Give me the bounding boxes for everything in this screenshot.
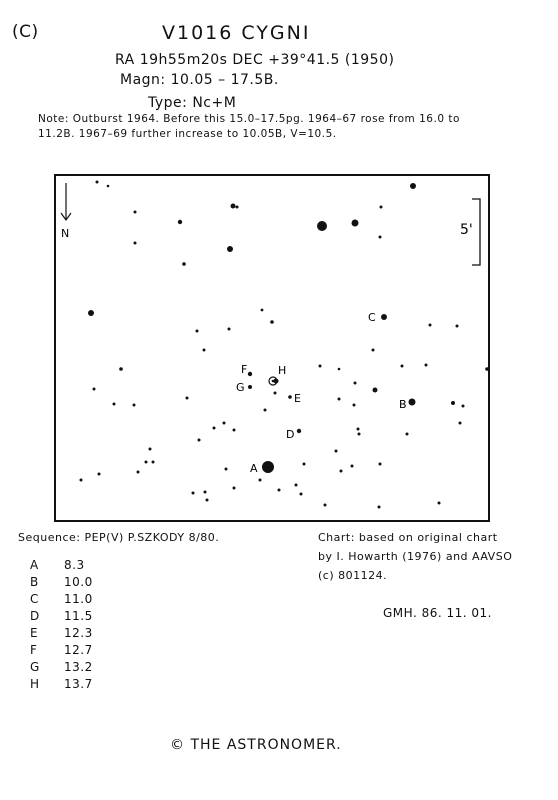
variable-type: Type: Nc+M <box>148 95 237 111</box>
field-star <box>261 309 264 312</box>
field-star <box>270 320 274 324</box>
field-star <box>145 461 148 464</box>
sequence-star-magnitude: 12.7 <box>64 643 93 657</box>
sequence-row <box>30 643 93 657</box>
sequence-star-magnitude: 10.0 <box>64 575 93 589</box>
note-line-1: Note: Outburst 1964. Before this 15.0–17.5pg. 1964–67 rose from 16.0 to <box>38 113 460 125</box>
field-star <box>206 499 209 502</box>
comparison-star-label-c: C <box>368 311 376 324</box>
sequence-star-label: G <box>30 660 40 674</box>
field-star <box>288 395 292 399</box>
field-star <box>113 403 116 406</box>
north-label: N <box>61 227 70 240</box>
field-star <box>134 242 137 245</box>
field-star <box>119 367 123 371</box>
sequence-star-magnitude: 13.7 <box>64 677 93 691</box>
field-star <box>248 372 252 376</box>
field-star <box>186 397 189 400</box>
field-star <box>451 401 455 405</box>
field-star <box>352 220 359 227</box>
field-star <box>178 220 182 224</box>
field-star <box>278 489 281 492</box>
field-star <box>152 461 155 464</box>
field-star <box>236 206 239 209</box>
field-star <box>264 409 267 412</box>
sequence-heading: Sequence: PEP(V) P.SZKODY 8/80. <box>18 531 220 544</box>
field-star <box>351 465 354 468</box>
sequence-star-label: D <box>30 609 40 623</box>
scale-label: 5' <box>460 222 473 238</box>
note-line-2: 11.2B. 1967–69 further increase to 10.05B, V=10.5. <box>38 128 337 140</box>
field-star <box>297 429 301 433</box>
magnitude-range: Magn: 10.05 – 17.5B. <box>120 72 279 88</box>
sequence-star-label: E <box>30 626 39 640</box>
field-star <box>198 439 201 442</box>
scale-bar <box>472 199 480 265</box>
sequence-star-label: F <box>30 643 38 657</box>
field-star <box>225 468 228 471</box>
field-star <box>406 433 409 436</box>
comparison-star-label-a: A <box>250 462 258 475</box>
sequence-row <box>30 575 93 589</box>
chart-credit-line-2: by I. Howarth (1976) and AAVSO <box>318 550 513 563</box>
sequence-row <box>30 609 93 623</box>
field-star <box>485 367 488 371</box>
field-star <box>98 473 101 476</box>
field-star <box>379 236 382 239</box>
field-star <box>228 328 231 331</box>
field-star <box>373 388 378 393</box>
field-star <box>223 422 226 425</box>
comparison-star-label-g: G <box>236 381 245 394</box>
field-star <box>93 388 96 391</box>
field-star <box>438 502 441 505</box>
sequence-star-label: A <box>30 558 39 572</box>
star-chart-frame <box>54 174 490 522</box>
comparison-star-label-d: D <box>286 428 295 441</box>
author-date: GMH. 86. 11. 01. <box>383 606 492 620</box>
sequence-row <box>30 626 93 640</box>
field-star <box>88 310 94 316</box>
field-star <box>204 491 207 494</box>
sequence-star-magnitude: 11.0 <box>64 592 93 606</box>
field-star <box>274 392 277 395</box>
field-star <box>335 450 338 453</box>
star-field <box>56 176 488 520</box>
field-star <box>353 404 356 407</box>
field-star <box>182 262 186 266</box>
field-star <box>233 429 236 432</box>
field-star <box>317 221 327 231</box>
sequence-star-magnitude: 8.3 <box>64 558 85 572</box>
field-star <box>213 427 216 430</box>
sequence-star-magnitude: 11.5 <box>64 609 93 623</box>
field-star <box>354 382 357 385</box>
field-star <box>295 484 298 487</box>
field-star <box>227 246 233 252</box>
field-star <box>319 365 322 368</box>
field-star <box>324 504 327 507</box>
field-star <box>134 211 137 214</box>
field-star <box>192 492 195 495</box>
field-star <box>429 324 432 327</box>
field-star <box>259 479 262 482</box>
comparison-star-label-f: F <box>241 363 248 376</box>
field-star <box>233 487 236 490</box>
field-star <box>459 422 462 425</box>
field-star <box>357 428 360 431</box>
chart-title: V1016 CYGNI <box>162 22 311 44</box>
field-star <box>378 506 381 509</box>
field-star <box>410 183 416 189</box>
comparison-star-label-b: B <box>399 398 407 411</box>
field-star <box>379 463 382 466</box>
field-star <box>196 330 199 333</box>
chart-credit-line-1: Chart: based on original chart <box>318 531 498 544</box>
field-star <box>248 385 252 389</box>
field-star <box>372 349 375 352</box>
field-star <box>338 398 341 401</box>
field-star <box>358 433 361 436</box>
field-star <box>137 471 140 474</box>
field-star <box>107 185 110 188</box>
north-arrow-icon <box>61 183 71 220</box>
field-star <box>401 365 404 368</box>
field-star <box>262 461 274 473</box>
field-star <box>409 399 416 406</box>
field-star <box>338 368 341 371</box>
field-star <box>425 364 428 367</box>
sequence-star-magnitude: 13.2 <box>64 660 93 674</box>
field-star <box>380 206 383 209</box>
field-star <box>133 404 136 407</box>
comparison-star-label-h: H <box>278 364 287 377</box>
field-star <box>300 493 303 496</box>
coordinates: RA 19h55m20s DEC +39°41.5 (1950) <box>115 52 395 68</box>
sequence-star-label: B <box>30 575 39 589</box>
page-letter: (C) <box>12 22 39 42</box>
field-star <box>149 448 152 451</box>
sequence-row <box>30 660 93 674</box>
sequence-star-magnitude: 12.3 <box>64 626 93 640</box>
sequence-row <box>30 677 93 691</box>
footer-credit: © THE ASTRONOMER. <box>170 737 342 753</box>
field-star <box>96 181 99 184</box>
field-star <box>340 470 343 473</box>
sequence-row <box>30 592 93 606</box>
field-star <box>80 479 83 482</box>
field-star <box>231 204 236 209</box>
field-star <box>303 463 306 466</box>
comparison-star-label-e: E <box>294 392 301 405</box>
sequence-row <box>30 558 85 572</box>
sequence-star-label: H <box>30 677 40 691</box>
field-star <box>456 325 459 328</box>
chart-credit-line-3: (c) 801124. <box>318 569 388 582</box>
field-star <box>381 314 387 320</box>
field-star <box>203 349 206 352</box>
field-star <box>462 405 465 408</box>
sequence-star-label: C <box>30 592 39 606</box>
